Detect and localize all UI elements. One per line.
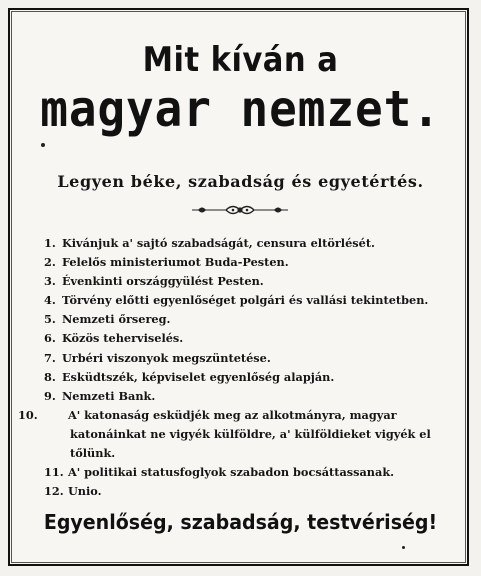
list-item [44, 349, 464, 368]
demands-list [18, 234, 464, 501]
list-item [44, 463, 464, 482]
item-text: Kivánjuk a' sajtó szabadságát, censura eltörlését. [61, 236, 375, 250]
poster-title-line1: Mit kíván a [142, 40, 339, 80]
item-number: 11. [44, 465, 64, 480]
item-text: Urbéri viszonyok megszüntetése. [61, 350, 271, 365]
item-text: A' katonaság esküdjék meg az alkotmányra, magyar katonáinkat ne vigyék külföldre, a' külföldieket vigyék el tőlünk. [67, 407, 431, 461]
poster-motto: Legyen béke, szabadság és egyetértés. [57, 172, 424, 191]
item-number: 4. [44, 293, 56, 308]
item-text: Nemzeti Bank. [61, 388, 156, 403]
list-item [44, 310, 464, 329]
list-item [44, 387, 464, 406]
list-item [44, 253, 464, 272]
list-item [18, 406, 464, 463]
item-number: 2. [44, 255, 56, 270]
item-text: A' politikai statusfoglyok szabadon bocsáttassanak. [67, 465, 395, 480]
item-text: Évenkinti országgyülést Pesten. [61, 274, 264, 289]
list-item [44, 234, 464, 253]
item-text: Törvény előtti egyenlőséget polgári és vallási tekintetben. [61, 293, 429, 308]
ink-blot [41, 143, 45, 147]
item-number: 1. [44, 236, 56, 250]
item-block [18, 406, 464, 463]
item-text: Unio. [67, 484, 102, 499]
item-text: Közös teherviselés. [61, 331, 184, 346]
item-number: 8. [44, 369, 56, 384]
item-number: 9. [44, 388, 56, 403]
item-text: Felelős ministeriumot Buda-Pesten. [61, 255, 289, 270]
poster-footer-slogan: Egyenlőség, szabadság, testvériség! [43, 510, 438, 534]
item-number: 3. [44, 274, 56, 289]
item-number: 12. [44, 484, 64, 499]
list-item [44, 272, 464, 291]
item-number: 10. [18, 407, 38, 422]
item-text: Nemzeti őrsereg. [61, 312, 171, 327]
item-number: 7. [44, 350, 56, 365]
item-number: 5. [44, 312, 56, 327]
ink-blot [402, 546, 405, 549]
list-item [44, 291, 464, 310]
list-item [44, 368, 464, 387]
ornament-divider-icon [190, 202, 290, 218]
item-text: Esküdtszék, képviselet egyenlőség alapján. [61, 369, 335, 384]
list-item [44, 329, 464, 348]
item-number: 6. [44, 331, 56, 346]
list-item [44, 482, 464, 501]
poster-title-line2: magyar nemzet. [40, 80, 441, 138]
